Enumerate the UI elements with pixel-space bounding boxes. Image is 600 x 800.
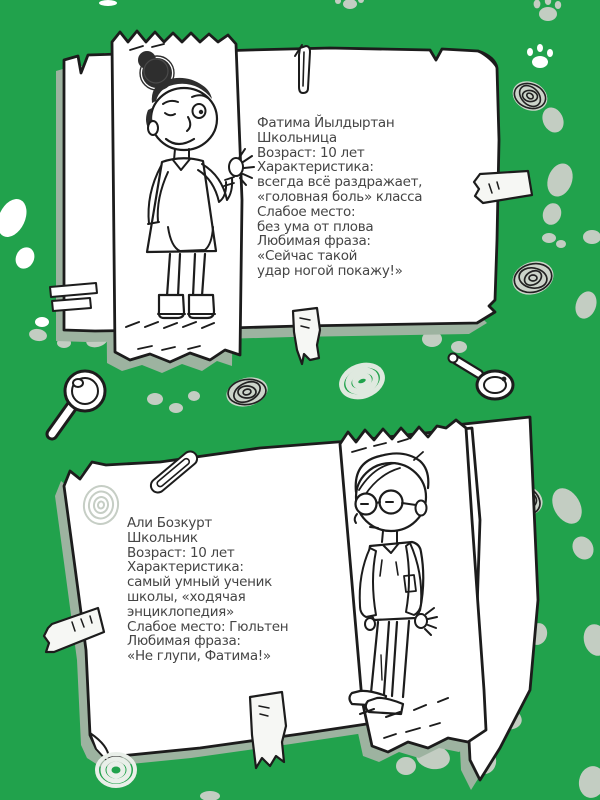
profile-line: Возраст: 10 лет — [257, 144, 365, 161]
paper-scrap — [99, 0, 117, 6]
profile-line: Фатима Йылдыртан — [257, 115, 395, 131]
profile-line: «Сейчас такой — [257, 248, 358, 265]
profile-line: «Не глупи, Фатима!» — [127, 648, 271, 665]
hand — [229, 158, 243, 176]
profile-line: Слабое место: Гюльтен — [127, 618, 289, 635]
eye — [193, 104, 206, 118]
ear — [416, 501, 427, 516]
profile-line: самый умный ученик — [127, 574, 272, 591]
mouth — [370, 527, 378, 528]
hand — [365, 618, 375, 630]
profile-line: Школьница — [257, 129, 337, 146]
torn-tab — [52, 298, 91, 311]
tape-strip — [250, 692, 286, 768]
profile-line: энциклопедия» — [127, 603, 234, 620]
profile-line: без ума от плова — [257, 218, 374, 235]
profile-line: Характеристика: — [127, 559, 244, 576]
profile-line: удар ногой покажу!» — [257, 262, 403, 279]
character-card-ali-art — [44, 417, 538, 790]
profile-line: «головная боль» класса — [257, 188, 423, 205]
profile-line: Слабое место: — [257, 203, 356, 220]
profile-line: Любимая фраза: — [257, 233, 371, 250]
profile-line: Школьник — [127, 529, 198, 546]
profile-line: школы, «ходячая — [127, 588, 246, 605]
profile-line: Любимая фраза: — [127, 633, 241, 650]
profile-line: всегда всё раздражает, — [257, 174, 423, 191]
fatima-profile-text — [257, 116, 422, 279]
hand — [415, 614, 427, 628]
profile-line: Али Бозкурт — [127, 515, 212, 531]
profile-line: Характеристика: — [257, 159, 374, 176]
ali-profile-text — [127, 516, 288, 664]
profile-line: Возраст: 10 лет — [127, 544, 235, 561]
